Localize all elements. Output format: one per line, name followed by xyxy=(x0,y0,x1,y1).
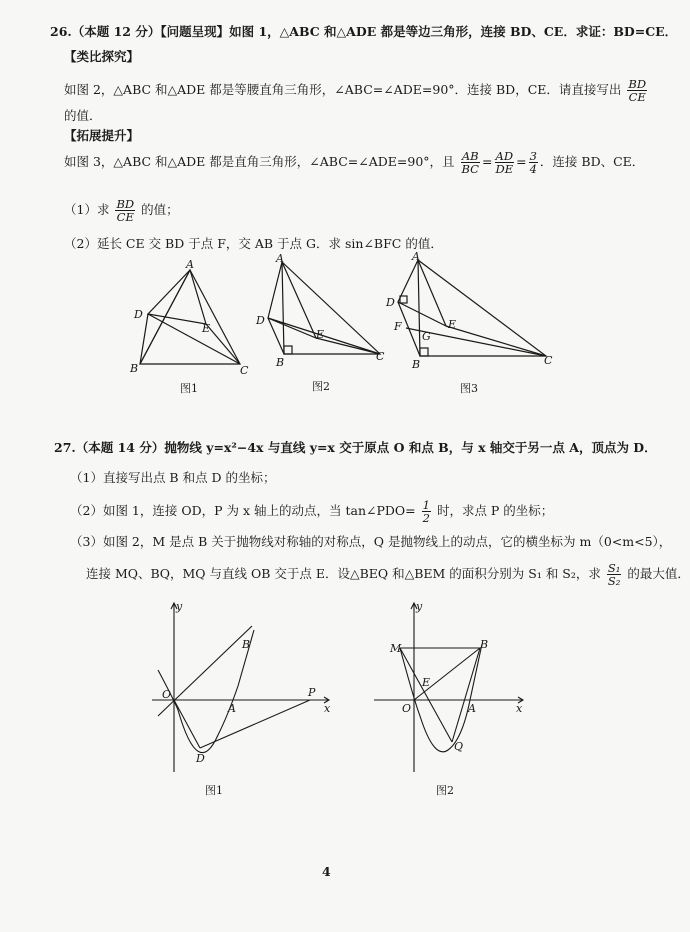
label-g: G xyxy=(422,330,431,343)
q26-figure-1 xyxy=(128,258,252,378)
label-x: x xyxy=(516,702,523,715)
q26-analogy-line xyxy=(64,78,649,103)
label-a: A xyxy=(186,258,194,271)
label-d: D xyxy=(386,296,395,309)
triangle-ade xyxy=(268,262,316,338)
right-angle-b xyxy=(284,346,292,354)
segment-mq xyxy=(400,648,452,742)
q27-sub2-post: 时，求点 P 的坐标； xyxy=(436,503,554,518)
q26-heading-analogy: 【类比探究】 xyxy=(64,49,140,64)
q26-extend-text: 如图 3，△ABC 和△ADE 都是直角三角形，∠ABC=∠ADE=90°，且 xyxy=(64,154,455,169)
label-e: E xyxy=(316,328,325,341)
frac-denominator: 4 xyxy=(529,162,537,176)
q27-fig2-caption: 图2 xyxy=(436,784,454,797)
q26-sub1-post: 的值； xyxy=(141,202,179,217)
parabola xyxy=(400,644,482,752)
label-c: C xyxy=(376,350,385,363)
q26-fig2-caption: 图2 xyxy=(312,380,330,393)
q26-figure-2 xyxy=(252,252,388,372)
label-a: A xyxy=(468,702,476,715)
segment-ob xyxy=(414,648,480,700)
q27-sub3-line2 xyxy=(86,562,690,587)
q26-sub1-pre: （1）求 xyxy=(64,202,110,217)
fraction-1-2 xyxy=(422,499,431,524)
label-d: D xyxy=(134,308,143,321)
fraction-bd-ce-2 xyxy=(115,198,135,223)
frac-denominator: 2 xyxy=(422,511,430,525)
label-c: C xyxy=(240,364,249,377)
q27-sub3-line1: （3）如图 2，M 是点 B 关于抛物线对称轴的对称点，Q 是抛物线上的动点，它的横坐标为 m（0<m<5）， xyxy=(70,534,672,549)
q26-figure-3 xyxy=(378,250,556,376)
triangle-abc xyxy=(418,260,546,356)
right-angle-d xyxy=(400,296,407,303)
triangle-ade xyxy=(398,260,446,326)
label-p: P xyxy=(308,686,316,699)
frac-denominator: S₂ xyxy=(607,574,621,588)
label-e: E xyxy=(448,318,457,331)
fraction-s1-s2 xyxy=(607,562,622,587)
fraction-ab-bc xyxy=(461,150,480,175)
label-e: E xyxy=(422,676,431,689)
right-angle-b xyxy=(420,348,428,356)
label-x: x xyxy=(324,702,331,715)
label-c: C xyxy=(544,354,553,367)
q27-sub1: （1）直接写出点 B 和点 D 的坐标； xyxy=(70,470,276,485)
frac-numerator: S₁ xyxy=(607,561,621,575)
label-a: A xyxy=(228,702,236,715)
segment-dp xyxy=(200,700,310,748)
triangle-abc xyxy=(282,262,380,354)
segment-ce xyxy=(206,324,240,364)
fraction-3-4 xyxy=(529,150,538,175)
label-d: D xyxy=(256,314,265,327)
label-m: M xyxy=(390,642,402,655)
q26-sub1 xyxy=(64,198,179,223)
q26-heading-extend: 【拓展提升】 xyxy=(64,128,140,143)
q27-fig1-caption: 图1 xyxy=(205,784,223,797)
equals-sign: = xyxy=(516,154,527,169)
q26-line1: 26.（本题 12 分）【问题呈现】如图 1，△ABC 和△ADE 都是等边三角形，连接 BD、CE．求证：BD=CE． xyxy=(50,24,678,39)
frac-numerator: AD xyxy=(495,149,514,163)
label-b: B xyxy=(130,362,139,375)
frac-numerator: 3 xyxy=(529,149,537,163)
fraction-bd-ce xyxy=(627,78,647,103)
q26-fig1-caption: 图1 xyxy=(180,382,198,395)
q27-sub2 xyxy=(70,499,553,524)
label-y: y xyxy=(416,600,423,613)
label-q: Q xyxy=(454,740,464,753)
frac-denominator: CE xyxy=(628,90,646,104)
q26-extend-end: ．连接 BD、CE． xyxy=(539,154,645,169)
segment-bq xyxy=(452,648,480,742)
label-y: y xyxy=(176,600,183,613)
label-b: B xyxy=(242,638,251,651)
label-o: O xyxy=(162,688,172,701)
q27-figure-1 xyxy=(148,600,338,775)
triangle-ade xyxy=(148,270,206,324)
label-b: B xyxy=(480,638,489,651)
q27-sub3-pre: 连接 MQ、BQ，MQ 与直线 OB 交于点 E．设△BEQ 和△BEM 的面积分别为 S₁ 和 S₂，求 xyxy=(86,566,601,581)
q26-analogy-end: 的值． xyxy=(64,108,102,123)
label-f: F xyxy=(394,320,402,333)
frac-denominator: BC xyxy=(461,162,479,176)
frac-numerator: 1 xyxy=(422,498,430,512)
q27-figure-2 xyxy=(372,600,532,775)
frac-numerator: AB xyxy=(461,149,479,163)
label-e: E xyxy=(202,322,211,335)
q26-fig3-caption: 图3 xyxy=(460,382,478,395)
parabola xyxy=(158,630,254,753)
segment-ce xyxy=(316,338,380,354)
q27-sub3-post: 的最大值． xyxy=(627,566,690,581)
line-y-eq-x xyxy=(158,626,252,716)
fraction-ad-de xyxy=(494,150,514,175)
label-b: B xyxy=(276,356,285,369)
label-b: B xyxy=(412,358,421,371)
q27-line1: 27.（本题 14 分）抛物线 y=x²−4x 与直线 y=x 交于原点 O 和点 B，与 x 轴交于另一点 A，顶点为 D． xyxy=(54,440,657,455)
label-a: A xyxy=(412,250,420,263)
label-o: O xyxy=(402,702,412,715)
q26-extend-line xyxy=(64,150,644,175)
q26-sub2: （2）延长 CE 交 BD 于点 F，交 AB 于点 G．求 sin∠BFC 的值． xyxy=(64,236,443,251)
label-d: D xyxy=(196,752,205,765)
frac-denominator: CE xyxy=(116,210,134,224)
frac-numerator: BD xyxy=(116,197,135,211)
triangle-abc xyxy=(140,270,240,364)
label-a: A xyxy=(276,252,284,265)
segment-od xyxy=(174,700,200,748)
frac-numerator: BD xyxy=(628,77,647,91)
q27-sub2-pre: （2）如图 1，连接 OD，P 为 x 轴上的动点，当 tan∠PDO= xyxy=(70,503,416,518)
page-number: 4 xyxy=(322,864,331,879)
frac-denominator: DE xyxy=(495,162,514,176)
equals-sign: = xyxy=(481,154,493,169)
q26-analogy-text: 如图 2，△ABC 和△ADE 都是等腰直角三角形，∠ABC=∠ADE=90°．连接 BD，CE．请直接写出 xyxy=(64,82,622,97)
